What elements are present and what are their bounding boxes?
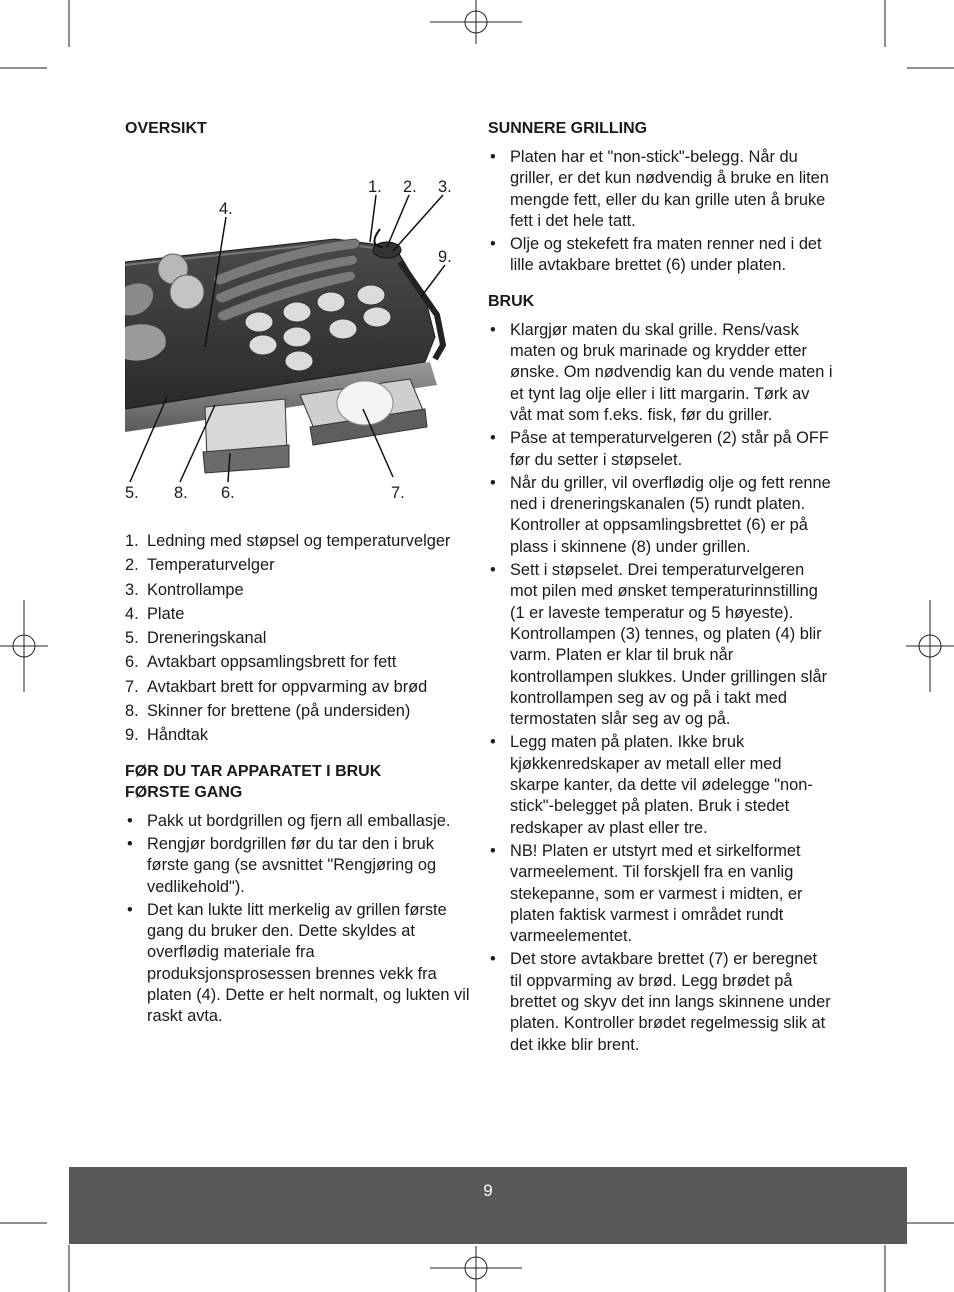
usage-heading: BRUK	[488, 292, 535, 310]
list-item: • Sett i støpselet. Drei temperaturvelgeren mot pilen med ønsket temperaturinnstilling (1 er laveste temperatur og 5 høyeste). Kontrollampen (3) tennes, og platen (4) blir varm. Platen er klar til bruk når kontrollampen slukkes. Under grillingen slår kontrollampen seg av og på i takt med termostaten slår seg av og på.	[488, 560, 833, 730]
page-number: 9	[483, 1181, 493, 1200]
left-column	[125, 118, 470, 1042]
temperature-knob	[373, 242, 401, 258]
page-footer	[69, 1167, 907, 1244]
callout-5: 5.	[125, 484, 139, 502]
before-use-heading: FØR DU TAR APPARATET I BRUK FØRSTE GANG	[125, 762, 382, 801]
callout-6: 6.	[221, 484, 235, 502]
list-item: • Klargjør maten du skal grille. Rens/vask maten og bruk marinade og krydder etter ønske. Om nødvendig kan du vende maten i et tynt lag olje eller i litt margarin. Tørk av våt mat som f.eks. fisk, før du griller.	[488, 320, 833, 426]
list-item: • Legg maten på platen. Ikke bruk kjøkkenredskaper av metall eller med skarpe kanter, da dette vil ødelegge "non-stick"-belegget på platen. Bruk i stedet redskaper av plast eller tre.	[488, 732, 833, 838]
parts-list	[125, 531, 470, 747]
callout-3: 3.	[438, 178, 452, 196]
overview-heading: OVERSIKT	[125, 120, 207, 137]
list-item: 8. Skinner for brettene (på undersiden)	[125, 702, 411, 721]
usage-list	[488, 320, 833, 1056]
list-item: • Olje og stekefett fra maten renner ned i det lille avtakbare brettet (6) under platen.	[488, 234, 833, 277]
list-item: 6. Avtakbart oppsamlingsbrett for fett	[125, 653, 397, 672]
list-item: 9. Håndtak	[125, 726, 209, 745]
grill-illustration	[125, 147, 470, 505]
list-item: • Pakk ut bordgrillen og fjern all emballasje.	[125, 811, 470, 832]
list-item: 1. Ledning med støpsel og temperaturvelger	[125, 532, 451, 550]
callout-2: 2.	[403, 178, 417, 196]
callout-4: 4.	[219, 200, 233, 218]
before-use-list	[125, 811, 470, 1028]
list-item: 4. Plate	[125, 604, 185, 623]
list-item: • Når du griller, vil overflødig olje og fett renne ned i dreneringskanalen (5) rundt platen. Kontroller at oppsamlingsbrettet (6) er på plass i skinnene (8) under grillen.	[488, 473, 833, 558]
list-item: 7. Avtakbart brett for oppvarming av brød	[125, 677, 428, 696]
healthier-grilling-list	[488, 147, 833, 277]
tomato	[170, 275, 204, 309]
list-item: • Platen har et "non-stick"-belegg. Når du griller, er det kun nødvendig å bruke en liten mengde fett, eller du kan grille uten å bruke fett i det hele tatt.	[488, 147, 833, 232]
list-item: 2. Temperaturvelger	[125, 556, 275, 575]
grill-drawing	[125, 147, 470, 505]
callout-7: 7.	[391, 484, 405, 502]
list-item: 3. Kontrollampe	[125, 580, 244, 599]
list-item: • Rengjør bordgrillen før du tar den i bruk første gang (se avsnittet "Rengjøring og vedlikehold").	[125, 834, 470, 898]
right-column	[488, 118, 833, 1070]
callout-8: 8.	[174, 484, 188, 502]
list-item: • NB! Platen er utstyrt med et sirkelformet varmeelement. Til forskjell fra en vanlig stekepanne, som er varmest i midten, er platen faktisk varmest i området rundt varmeelementet.	[488, 841, 833, 947]
list-item: • Påse at temperaturvelgeren (2) står på OFF før du setter i støpselet.	[488, 428, 833, 471]
list-item: • Det store avtakbare brettet (7) er beregnet til oppvarming av brød. Legg brødet på brettet og skyv det inn langs skinnene under platen. Kontroller brødet regelmessig slik at det ikke blir brent.	[488, 949, 833, 1055]
bread	[337, 381, 393, 425]
callout-1: 1.	[368, 178, 382, 196]
callout-9: 9.	[438, 248, 452, 266]
list-item: • Det kan lukte litt merkelig av grillen første gang du bruker den. Dette skyldes at overflødig materiale fra produksjonsprosessen brennes vekk fra platen (4). Dette er helt normalt, og lukten vil raskt avta.	[125, 900, 470, 1028]
list-item: 5. Dreneringskanal	[125, 629, 267, 648]
healthier-grilling-heading: SUNNERE GRILLING	[488, 120, 648, 137]
